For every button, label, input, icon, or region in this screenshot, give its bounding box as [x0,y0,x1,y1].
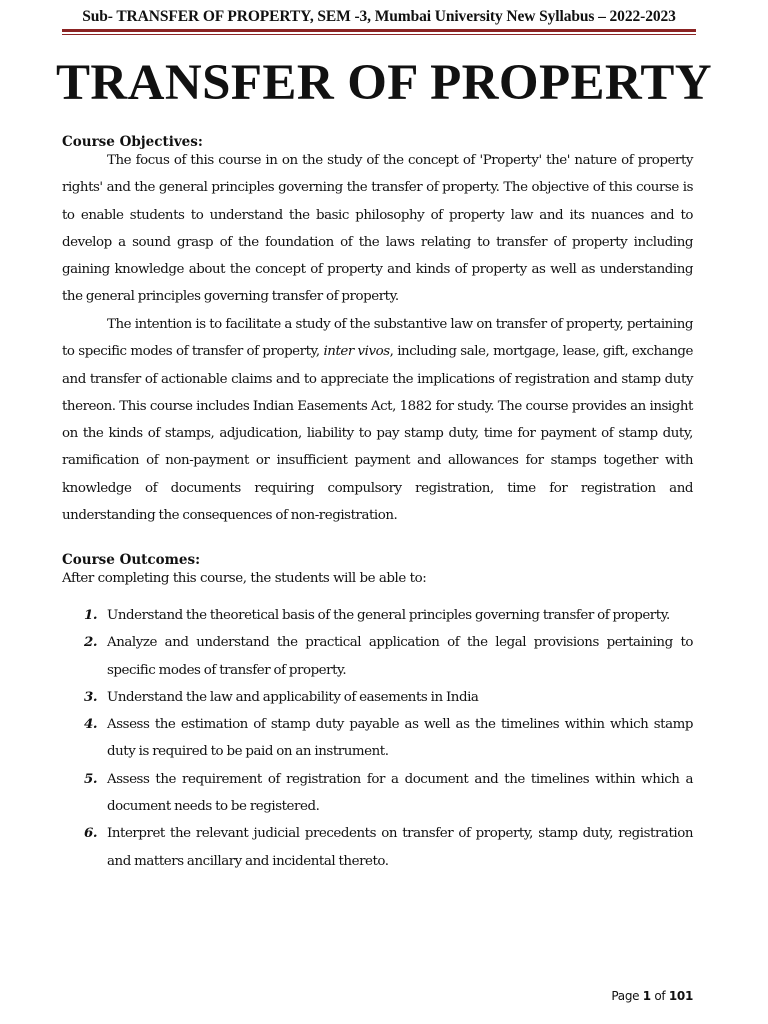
page-current: 1 [642,989,651,1003]
outcome-item [62,684,693,711]
outcomes-list [62,602,693,875]
objectives-paragraph-1: The focus of this course in on the study of the concept of 'Property' the' nature of property rights' and the general principles governing the transfer of property. The objective of this course is to enable students to understand the basic philosophy of property law and its nuances and to develop a sound grasp of the foundation of the laws relating to transfer of property including gaining knowledge about the concept of property and kinds of property as well as understanding the general principles governing transfer of property. [62,153,693,305]
para2-text-before: The intention is to facilitate a study of the substantive law on transfer of property, pertaining to specific modes of transfer of property, [62,317,693,360]
outcomes-intro: After completing this course, the students will be able to: [62,571,427,586]
outcome-item [62,711,693,766]
outcome-number: 2. [84,634,98,651]
outcome-item [62,629,693,684]
outcome-text: Understand the law and applicability of easements in India [107,689,479,705]
outcome-number: 3. [84,688,98,705]
outcome-number: 1. [84,607,98,623]
outcome-text: Analyze and understand the practical application of the legal provisions pertaining to specific modes of transfer of property. [107,635,693,678]
para2-text-after: , including sale, mortgage, lease, gift, exchange and transfer of actionable claims and to appreciate the implications of registration and stamp duty thereon. This course includes Indian Easements Act, 1882 for study. The course provides an insight on the kinds of stamps, adjudication, liability to pay stamp duty, time for payment of stamp duty, ramification of non-payment or insufficient payment and allowances for stamps together with knowledge of documents requiring compulsory registration, time for registration and understanding the consequences of non-registration. [62,344,693,524]
page-number-footer [611,989,693,1003]
header-rule-thick [62,29,696,32]
outcome-item [62,766,693,821]
outcome-number: 4. [84,716,98,733]
header-rule-thin [62,34,696,35]
objectives-heading: Course Objectives: [62,134,203,150]
outcome-number: 5. [84,770,98,787]
page-label: Page [611,989,640,1003]
outcome-item [62,602,693,629]
outcome-item [62,820,693,875]
page-total: 101 [668,989,693,1003]
outcomes-heading: Course Outcomes: [62,552,201,568]
outcome-text: Assess the estimation of stamp duty payable as well as the timelines within which stamp duty is required to be paid on an instrument. [107,717,693,760]
document-title: TRANSFER OF PROPERTY [55,55,712,111]
running-header: Sub- TRANSFER OF PROPERTY, SEM -3, Mumbai University New Syllabus – 2022-2023 [82,8,676,25]
of-label: of [654,989,666,1003]
outcome-text: Interpret the relevant judicial precedents on transfer of property, stamp duty, registration and matters ancillary and incidental thereto. [107,826,693,869]
outcome-text: Understand the theoretical basis of the general principles governing transfer of property. [107,608,670,623]
objectives-paragraph-2 [62,311,693,529]
outcome-text: Assess the requirement of registration for a document and the timelines within which a document needs to be registered. [107,771,693,815]
para2-italic-term: inter vivos [323,344,390,360]
outcome-number: 6. [84,825,98,842]
